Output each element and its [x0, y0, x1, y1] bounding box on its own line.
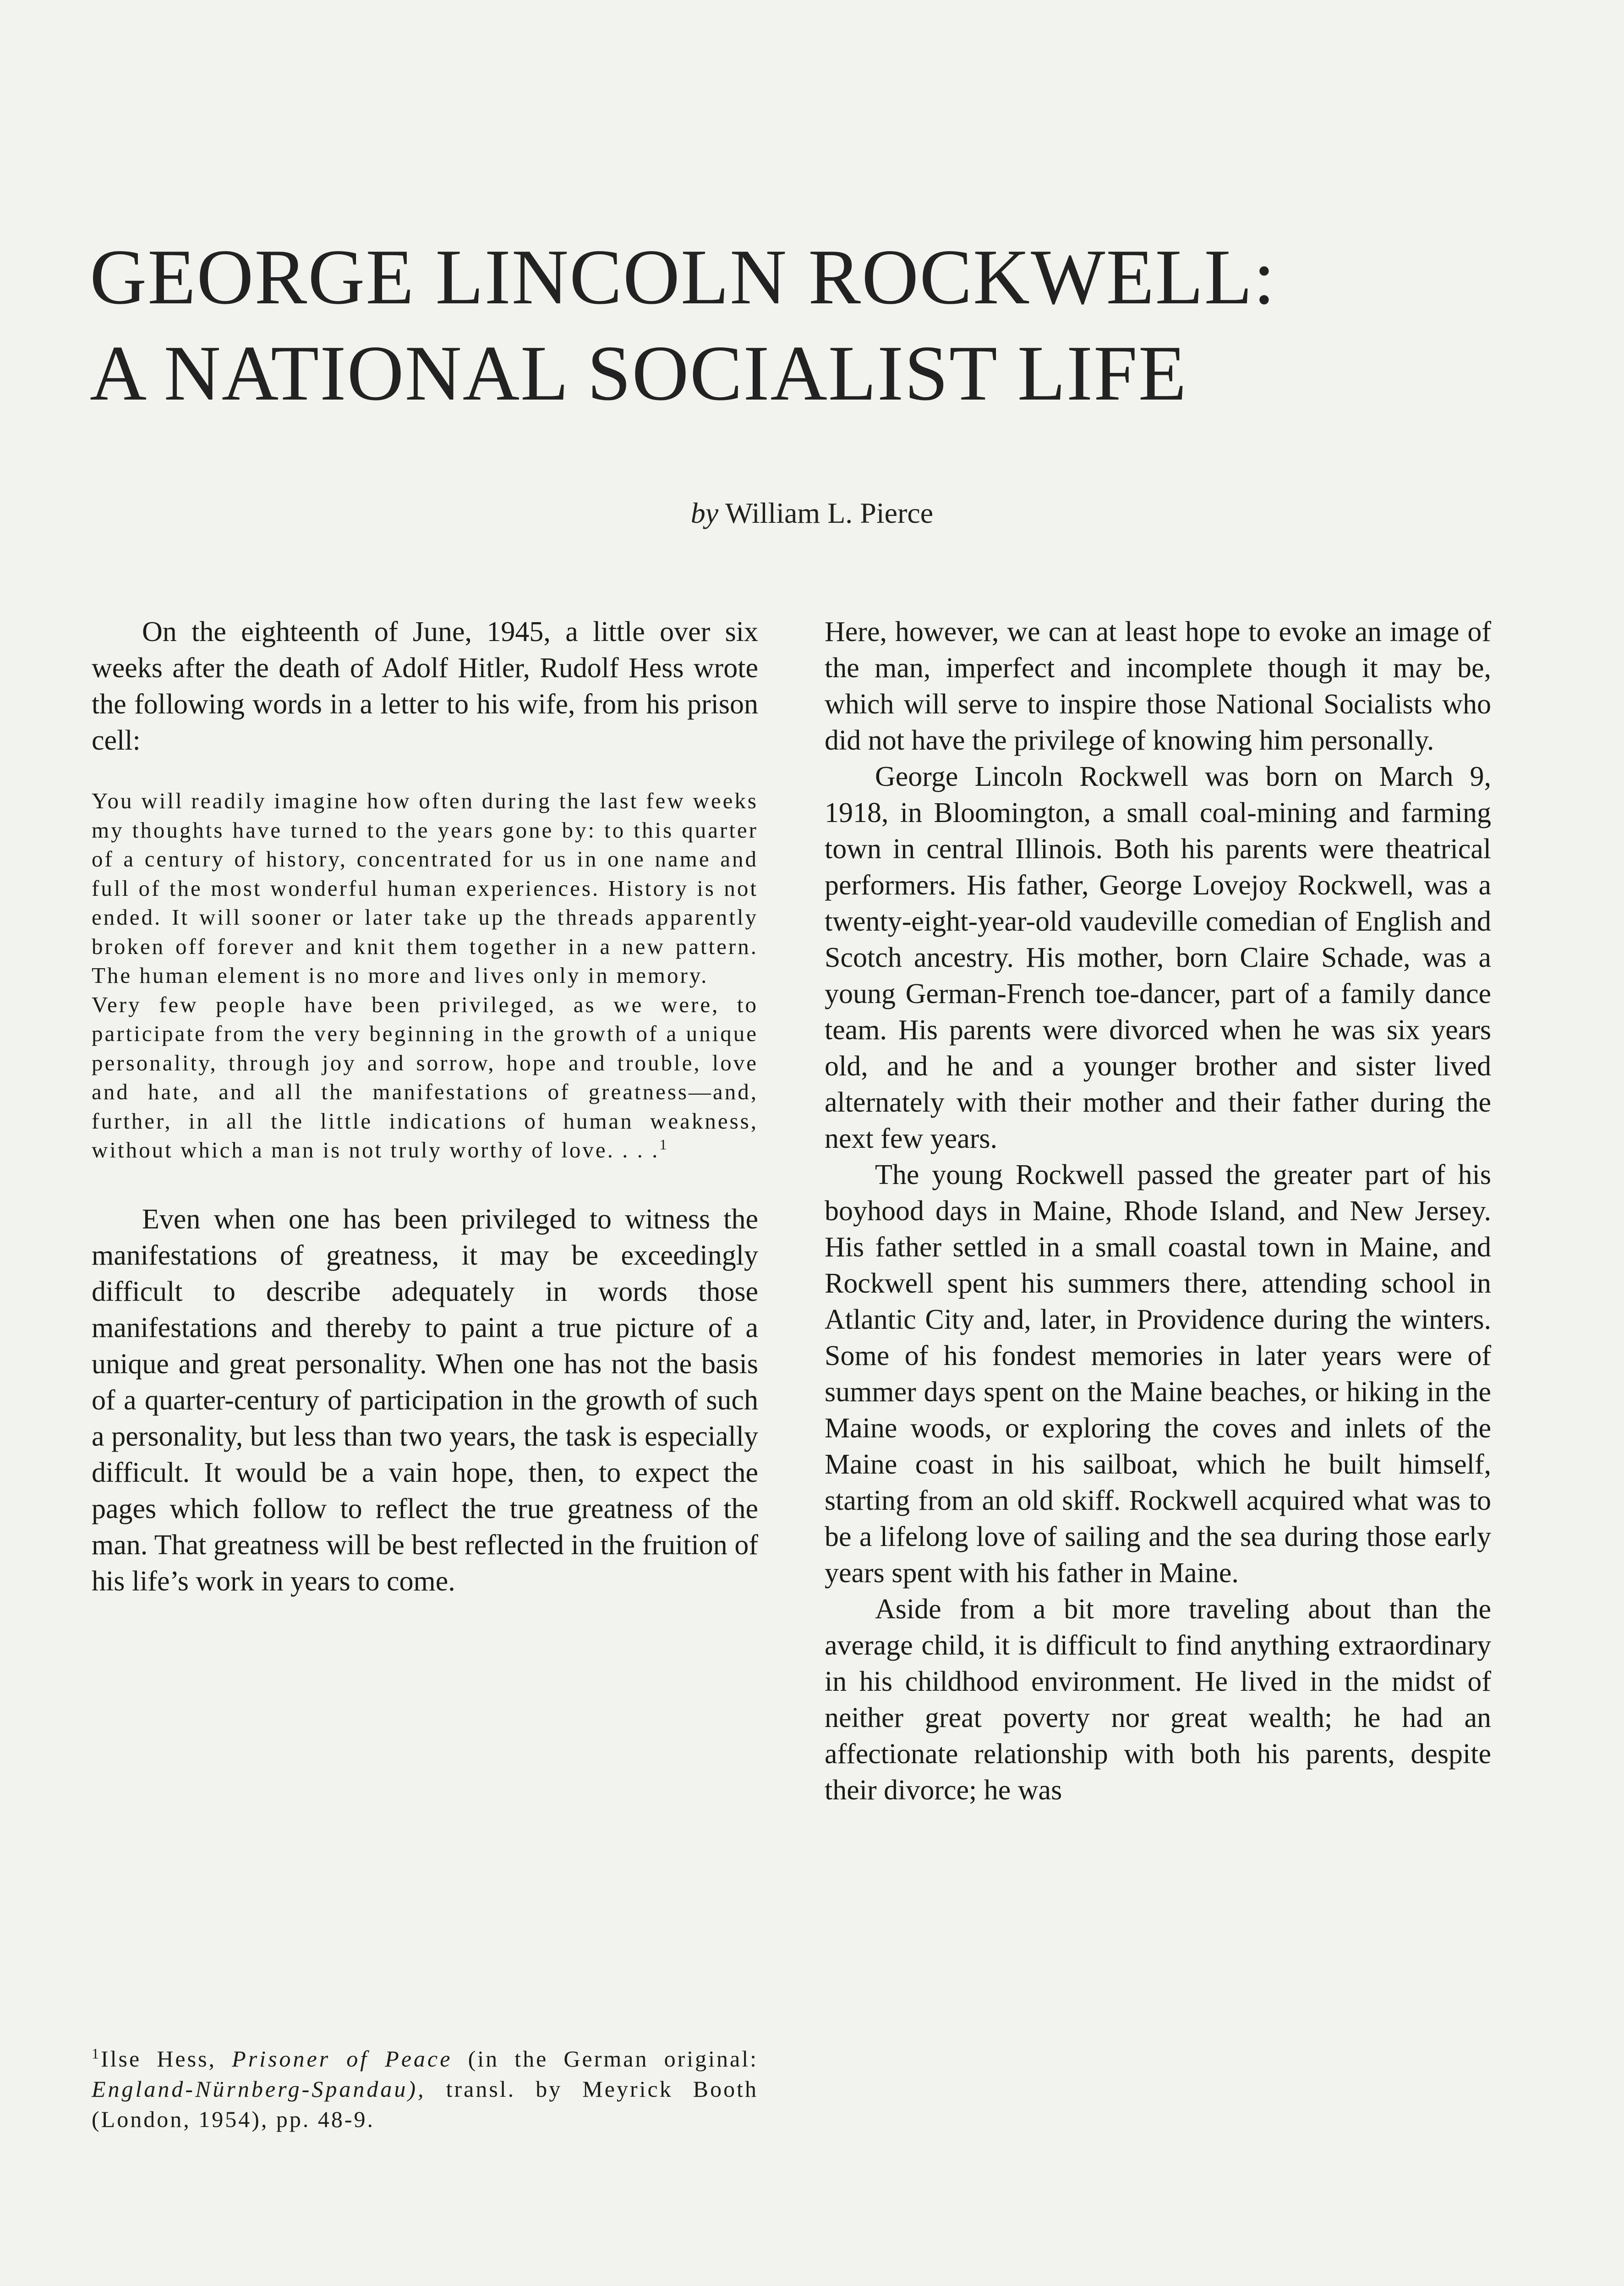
right-column: [825, 614, 1491, 1809]
footnote-number: 1: [92, 2045, 101, 2062]
right-paragraph-1: Here, however, we can at least hope to evoke an image of the man, imperfect and incomplete though it may be, which will serve to inspire those National Socialists who did not have the privilege of knowing him personally.: [825, 616, 1491, 756]
footnote-rest: transl. by Meyrick Booth (London, 1954), pp. 48-9.: [92, 2076, 758, 2132]
footnote-book-title: Prisoner of Peace: [232, 2046, 453, 2072]
right-paragraph-2: George Lincoln Rockwell was born on March 9, 1918, in Bloomington, a small coal-mining and farming town in central Illinois. Both his parents were theatrical performers. His father, George Lovejoy Rockwell, was a twenty-eight-year-old vaudeville comedian of English and Scotch ancestry. His mother, born Claire Schade, was a young German-French toe-dancer, part of a family dance team. His parents were divorced when he was six years old, and he and a younger brother and sister lived alternately with their mother and their father during the next few years.: [825, 761, 1491, 1154]
left-column: [92, 614, 758, 1600]
right-paragraph-4: Aside from a bit more traveling about than the average child, it is difficult to find anything extraordinary in his childhood environment. He lived in the midst of neither great poverty nor great wealth; he had an affectionate relationship with both his parents, despite their divorce; he was: [825, 1594, 1491, 1806]
quote-paragraph-2-text: Very few people have been privileged, as we were, to participate from the very beginning in the growth of a unique personality, through joy and sorrow, hope and trouble, love and hate, and all the manifestations of greatness—and, further, in all the little indications of human weakness, without which a man is not truly worthy of love. . . .: [92, 992, 758, 1162]
footnote: [92, 2044, 758, 2134]
quote-paragraph-2: [92, 990, 758, 1165]
block-quote: [92, 786, 758, 1165]
article-title: [90, 229, 1556, 422]
title-line-2: A NATIONAL SOCIALIST LIFE: [90, 330, 1187, 417]
quote-paragraph-1: You will readily imagine how often during the last few weeks my thoughts have turned to the years gone by: to this quarter of a century of history, concentrated for us in one name and full of the most wonderful human experiences. History is not ended. It will sooner or later take up the threads apparently broken off forever and knit them together in a new pattern. The human element is no more and lives only in memory.: [92, 788, 758, 988]
byline-author: William L. Pierce: [725, 497, 934, 529]
footnote-original-title: England-Nürnberg-Spandau),: [92, 2076, 426, 2102]
body-paragraph: Even when one has been privileged to witness the manifestations of greatness, it may be exceedingly difficult to describe adequately in words those manifestations and thereby to paint a true picture of a unique and great personality. When one has not the basis of a quarter-century of participation in the growth of such a personality, but less than two years, the task is especially difficult. It would be a vain hope, then, to expect the pages which follow to reflect the true greatness of the man. That greatness will be best reflected in the fruition of his life’s work in years to come.: [92, 1203, 758, 1597]
right-paragraph-3: The young Rockwell passed the greater part of his boyhood days in Maine, Rhode Island, and New Jersey. His father settled in a small coastal town in Maine, and Rockwell spent his summers there, attending school in Atlantic City and, later, in Providence during the winters. Some of his fondest memories in later years were of summer days spent on the Maine beaches, or hiking in the Maine woods, or exploring the coves and inlets of the Maine coast in his sailboat, which he built himself, starting from an old skiff. Rockwell acquired what was to be a lifelong love of sailing and the sea during those early years spent with his father in Maine.: [825, 1159, 1491, 1589]
byline-prefix: by: [690, 497, 719, 529]
footnote-author: Ilse Hess,: [101, 2046, 217, 2072]
footnote-ref: 1: [659, 1136, 669, 1153]
footnote-mid: (in the German original:: [468, 2046, 759, 2072]
title-line-1: GEORGE LINCOLN ROCKWELL:: [90, 234, 1276, 321]
byline: [0, 495, 1624, 532]
intro-paragraph: On the eighteenth of June, 1945, a little over six weeks after the death of Adolf Hitler, Rudolf Hess wrote the following words in a letter to his wife, from his prison cell:: [92, 616, 758, 756]
